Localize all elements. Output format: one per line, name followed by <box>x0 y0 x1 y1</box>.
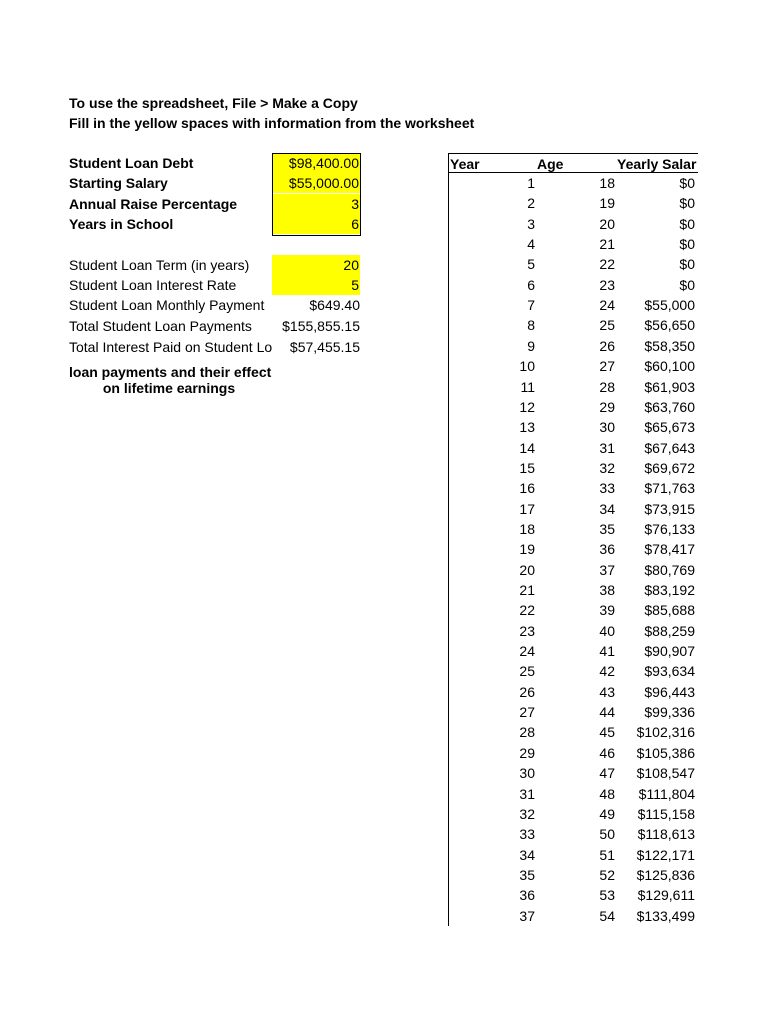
table-row <box>448 804 698 824</box>
cell-age: 43 <box>599 683 615 700</box>
cell-age: 21 <box>599 236 615 253</box>
student-loan-debt-input[interactable]: $98,400.00 <box>272 153 360 173</box>
cell-salary: $88,259 <box>644 622 695 639</box>
cell-year: 15 <box>519 459 535 476</box>
table-row <box>448 499 698 519</box>
cell-year: 25 <box>519 663 535 680</box>
table-row <box>448 722 698 742</box>
cell-age: 45 <box>599 724 615 741</box>
cell-year: 1 <box>527 175 535 191</box>
cell-age: 51 <box>599 846 615 863</box>
cell-age: 34 <box>599 500 615 517</box>
interest-rate-input[interactable]: 5 <box>272 275 360 295</box>
total-payments-value: $155,855.15 <box>282 318 360 334</box>
table-row <box>448 641 698 661</box>
cell-salary: $99,336 <box>644 704 695 721</box>
cell-age: 52 <box>599 866 615 883</box>
total-interest-value: $57,455.15 <box>289 339 360 355</box>
cell-salary: $63,760 <box>644 398 695 415</box>
loan-term-label: Student Loan Term (in years) <box>69 257 250 273</box>
table-row <box>448 682 698 702</box>
cell-year: 28 <box>519 724 535 741</box>
cell-salary: $115,158 <box>637 805 695 822</box>
table-row <box>448 173 698 193</box>
cell-year: 7 <box>527 297 535 314</box>
cell-year: 26 <box>519 683 535 700</box>
cell-salary: $90,907 <box>644 643 695 660</box>
cell-salary: $118,613 <box>637 826 695 843</box>
cell-age: 23 <box>599 276 615 293</box>
cell-year: 14 <box>519 439 535 456</box>
table-row <box>448 702 698 722</box>
cell-year: 18 <box>519 520 535 537</box>
table-row <box>448 845 698 865</box>
cell-age: 39 <box>599 602 615 619</box>
cell-salary: $65,673 <box>644 419 695 436</box>
table-row <box>448 397 698 417</box>
table-row <box>448 763 698 783</box>
table-row <box>448 580 698 600</box>
table-row <box>448 621 698 641</box>
cell-age: 54 <box>599 907 615 924</box>
student-loan-debt-label: Student Loan Debt <box>69 155 194 171</box>
cell-salary: $0 <box>679 215 695 232</box>
cell-age: 29 <box>599 398 615 415</box>
cell-age: 50 <box>599 826 615 843</box>
table-row <box>448 438 698 458</box>
cell-year: 35 <box>519 866 535 883</box>
cell-salary: $0 <box>679 175 695 191</box>
table-row <box>448 743 698 763</box>
cell-salary: $60,100 <box>644 358 695 375</box>
header-age: Age <box>537 156 564 172</box>
cell-salary: $67,643 <box>644 439 695 456</box>
cell-salary: $85,688 <box>644 602 695 619</box>
cell-year: 3 <box>527 215 535 232</box>
cell-salary: $108,547 <box>636 765 695 782</box>
cell-age: 32 <box>599 459 615 476</box>
annual-raise-label: Annual Raise Percentage <box>69 196 238 212</box>
table-row <box>448 906 698 926</box>
table-row <box>448 519 698 539</box>
cell-salary: $122,171 <box>636 846 695 863</box>
cell-age: 26 <box>599 337 615 354</box>
cell-salary: $58,350 <box>644 337 695 354</box>
cell-year: 17 <box>519 500 535 517</box>
cell-age: 46 <box>599 744 615 761</box>
cell-age: 48 <box>599 785 615 802</box>
table-row <box>448 478 698 498</box>
cell-year: 2 <box>527 195 535 212</box>
cell-salary: $111,804 <box>638 785 695 802</box>
table-row <box>448 560 698 580</box>
cell-year: 9 <box>527 337 535 354</box>
cell-salary: $55,000 <box>644 297 695 314</box>
cell-age: 44 <box>599 704 615 721</box>
cell-salary: $129,611 <box>637 887 695 904</box>
cell-year: 16 <box>519 480 535 497</box>
table-row <box>448 661 698 681</box>
cell-salary: $78,417 <box>644 541 695 558</box>
annual-raise-input[interactable]: 3 <box>272 194 360 214</box>
interest-rate-label: Student Loan Interest Rate <box>69 277 237 293</box>
cell-salary: $93,634 <box>644 663 695 680</box>
cell-year: 31 <box>519 785 535 802</box>
cell-salary: $133,499 <box>636 907 695 924</box>
cell-year: 24 <box>519 643 535 660</box>
cell-age: 33 <box>599 480 615 497</box>
cell-salary: $69,672 <box>644 459 695 476</box>
cell-age: 35 <box>599 520 615 537</box>
table-row <box>448 600 698 620</box>
table-row <box>448 356 698 376</box>
cell-year: 19 <box>519 541 535 558</box>
cell-salary: $0 <box>679 256 695 273</box>
cell-salary: $102,316 <box>636 724 695 741</box>
cell-salary: $0 <box>679 195 695 212</box>
cell-age: 47 <box>599 765 615 782</box>
table-row <box>448 458 698 478</box>
cell-year: 29 <box>519 744 535 761</box>
cell-salary: $80,769 <box>644 561 695 578</box>
monthly-payment-value: $649.40 <box>309 297 360 313</box>
cell-age: 25 <box>599 317 615 334</box>
total-payments-label: Total Student Loan Payments <box>69 318 252 334</box>
cell-salary: $96,443 <box>644 683 695 700</box>
monthly-payment-label: Student Loan Monthly Payment <box>69 297 265 313</box>
table-row <box>448 295 698 315</box>
cell-year: 20 <box>519 561 535 578</box>
table-row <box>448 193 698 213</box>
cell-age: 42 <box>599 663 615 680</box>
cell-salary: $0 <box>679 236 695 253</box>
cell-year: 21 <box>519 582 535 598</box>
cell-salary: $0 <box>679 276 695 293</box>
cell-year: 13 <box>519 419 535 436</box>
cell-age: 22 <box>599 256 615 273</box>
note-line-2: on lifetime earnings <box>102 380 236 396</box>
cell-age: 53 <box>599 887 615 904</box>
note-line-1: loan payments and their effect <box>69 364 272 380</box>
cell-age: 30 <box>599 419 615 436</box>
cell-age: 36 <box>599 541 615 558</box>
cell-year: 32 <box>519 805 535 822</box>
cell-salary: $76,133 <box>644 520 695 537</box>
cell-year: 27 <box>519 704 535 721</box>
total-interest-label: Total Interest Paid on Student Lo <box>69 339 273 355</box>
cell-year: 5 <box>527 256 535 273</box>
cell-year: 37 <box>519 907 535 924</box>
cell-year: 30 <box>519 765 535 782</box>
cell-year: 11 <box>520 378 535 395</box>
cell-salary: $105,386 <box>636 744 695 761</box>
cell-age: 37 <box>599 561 615 578</box>
table-row <box>448 315 698 335</box>
loan-term-input[interactable]: 20 <box>272 255 360 275</box>
input-block-border <box>272 153 361 236</box>
cell-salary: $61,903 <box>644 378 695 395</box>
table-row <box>448 784 698 804</box>
table-row <box>448 417 698 437</box>
starting-salary-input[interactable]: $55,000.00 <box>272 173 360 193</box>
table-row <box>448 377 698 397</box>
header-yearly-salary: Yearly Salar <box>617 156 697 172</box>
cell-age: 28 <box>599 378 615 395</box>
cell-year: 12 <box>519 398 535 415</box>
cell-year: 36 <box>519 887 535 904</box>
cell-salary: $56,650 <box>644 317 695 334</box>
cell-year: 6 <box>527 276 535 293</box>
table-row <box>448 234 698 254</box>
instruction-make-copy: To use the spreadsheet, File > Make a Copy <box>69 95 358 111</box>
cell-year: 23 <box>519 622 535 639</box>
cell-age: 38 <box>599 582 615 598</box>
years-in-school-label: Years in School <box>69 216 174 232</box>
cell-year: 10 <box>519 358 535 375</box>
cell-age: 19 <box>599 195 615 212</box>
years-in-school-input[interactable]: 6 <box>272 214 360 234</box>
cell-age: 27 <box>599 358 615 375</box>
table-row <box>448 539 698 559</box>
cell-salary: $71,763 <box>644 480 695 497</box>
table-row <box>448 336 698 356</box>
starting-salary-label: Starting Salary <box>69 175 168 191</box>
table-row <box>448 214 698 234</box>
instruction-fill-yellow: Fill in the yellow spaces with information from the worksheet <box>69 115 475 131</box>
cell-year: 4 <box>527 236 535 253</box>
header-year: Year <box>450 156 480 172</box>
cell-salary: $125,836 <box>636 866 695 883</box>
cell-age: 24 <box>599 297 615 314</box>
cell-age: 49 <box>599 805 615 822</box>
cell-year: 33 <box>519 826 535 843</box>
cell-age: 18 <box>599 175 615 191</box>
cell-salary: $83,192 <box>644 582 695 598</box>
table-row <box>448 275 698 295</box>
table-header <box>448 153 698 173</box>
cell-year: 34 <box>519 846 535 863</box>
table-row <box>448 824 698 844</box>
cell-year: 22 <box>519 602 535 619</box>
table-row <box>448 865 698 885</box>
cell-age: 40 <box>599 622 615 639</box>
cell-age: 41 <box>599 643 615 660</box>
cell-age: 31 <box>599 439 615 456</box>
cell-age: 20 <box>599 215 615 232</box>
table-row <box>448 254 698 274</box>
cell-year: 8 <box>527 317 535 334</box>
table-row <box>448 885 698 905</box>
cell-salary: $73,915 <box>644 500 695 517</box>
